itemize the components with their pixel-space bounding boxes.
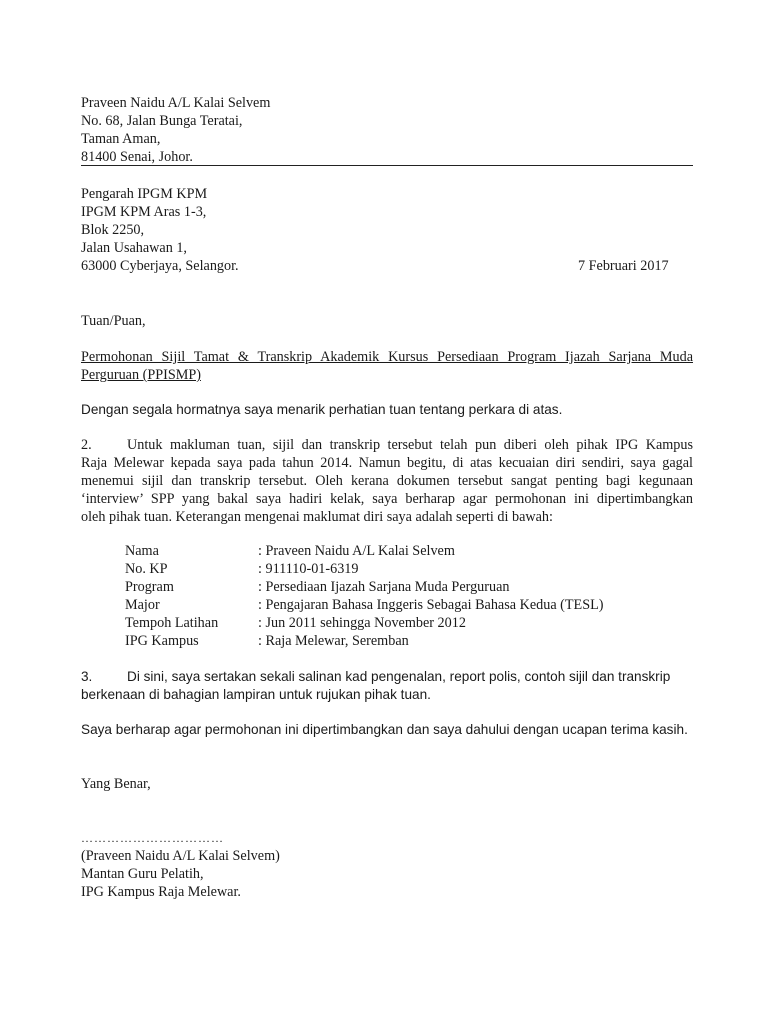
paragraph-number: 2. [81,437,92,453]
paragraph-2-line [81,436,693,454]
recipient-line: Pengarah IPGM KPM [81,186,208,202]
recipient-line: IPGM KPM Aras 1-3, [81,204,207,220]
sign-off: Yang Benar, [81,776,151,792]
subject-line: Perguruan (PPISMP) [81,367,201,383]
details-value: : Praveen Naidu A/L Kalai Selvem [258,543,455,559]
recipient-line: Blok 2250, [81,222,145,238]
signatory-name: (Praveen Naidu A/L Kalai Selvem) [81,848,280,864]
details-label: Tempoh Latihan [125,615,219,631]
paragraph-2-line: menemui sijil dan transkrip tersebut. Oleh kerana dokumen tersebut sangat penting bagi kegunaan [81,473,693,489]
details-value: : Persediaan Ijazah Sarjana Muda Perguruan [258,579,510,595]
paragraph-number: 3. [81,669,93,684]
sender-address-line: No. 68, Jalan Bunga Teratai, [81,113,243,129]
details-value: : Jun 2011 sehingga November 2012 [258,615,466,631]
recipient-line: 63000 Cyberjaya, Selangor. [81,258,239,274]
details-value: : 911110-01-6319 [258,561,359,577]
details-label: No. KP [125,561,168,577]
details-row [0,597,768,615]
sender-address-line: 81400 Senai, Johor. [81,149,193,165]
opening-paragraph: Dengan segala hormatnya saya menarik perhatian tuan tentang perkara di atas. [81,402,563,417]
salutation: Tuan/Puan, [81,313,146,329]
signatory-title: Mantan Guru Pelatih, [81,866,204,882]
details-row [0,633,768,651]
details-row [0,615,768,633]
sender-address-line: Taman Aman, [81,131,161,147]
details-label: Nama [125,543,159,559]
paragraph-text: Untuk makluman tuan, sijil dan transkrip tersebut telah pun diberi oleh pihak IPG Kampus [127,437,693,453]
subject-line: Permohonan Sijil Tamat & Transkrip Akademik Kursus Persediaan Program Ijazah Sarjana Muda [81,349,693,365]
paragraph-3-line [81,668,670,686]
sender-name: Praveen Naidu A/L Kalai Selvem [81,95,271,111]
closing-paragraph: Saya berharap agar permohonan ini dipertimbangkan dan saya dahului dengan ucapan terima kasih. [81,722,688,737]
details-value: : Pengajaran Bahasa Inggeris Sebagai Bahasa Kedua (TESL) [258,597,604,613]
signatory-institution: IPG Kampus Raja Melewar. [81,884,241,900]
letter-date: 7 Februari 2017 [578,258,669,274]
details-row [0,561,768,579]
paragraph-2-line: ‘interview’ SPP yang bakal saya hadiri kelak, saya berharap agar permohonan ini dipertimbangkan [81,491,693,507]
details-label: Program [125,579,174,595]
recipient-line: Jalan Usahawan 1, [81,240,187,256]
paragraph-3-line: berkenaan di bahagian lampiran untuk rujukan pihak tuan. [81,687,431,702]
paragraph-text: Di sini, saya sertakan sekali salinan kad pengenalan, report polis, contoh sijil dan transkrip [127,669,671,684]
details-label: Major [125,597,160,613]
header-divider [81,165,693,166]
signature-line: …………………………… [81,831,224,845]
paragraph-2-line: oleh pihak tuan. Keterangan mengenai maklumat diri saya adalah seperti di bawah: [81,509,553,525]
details-value: : Raja Melewar, Seremban [258,633,409,649]
paragraph-2-line: Raja Melewar kepada saya pada tahun 2014. Namun begitu, di atas kecuaian diri sendiri, saya gagal [81,455,693,471]
details-label: IPG Kampus [125,633,199,649]
details-row [0,543,768,561]
details-row [0,579,768,597]
